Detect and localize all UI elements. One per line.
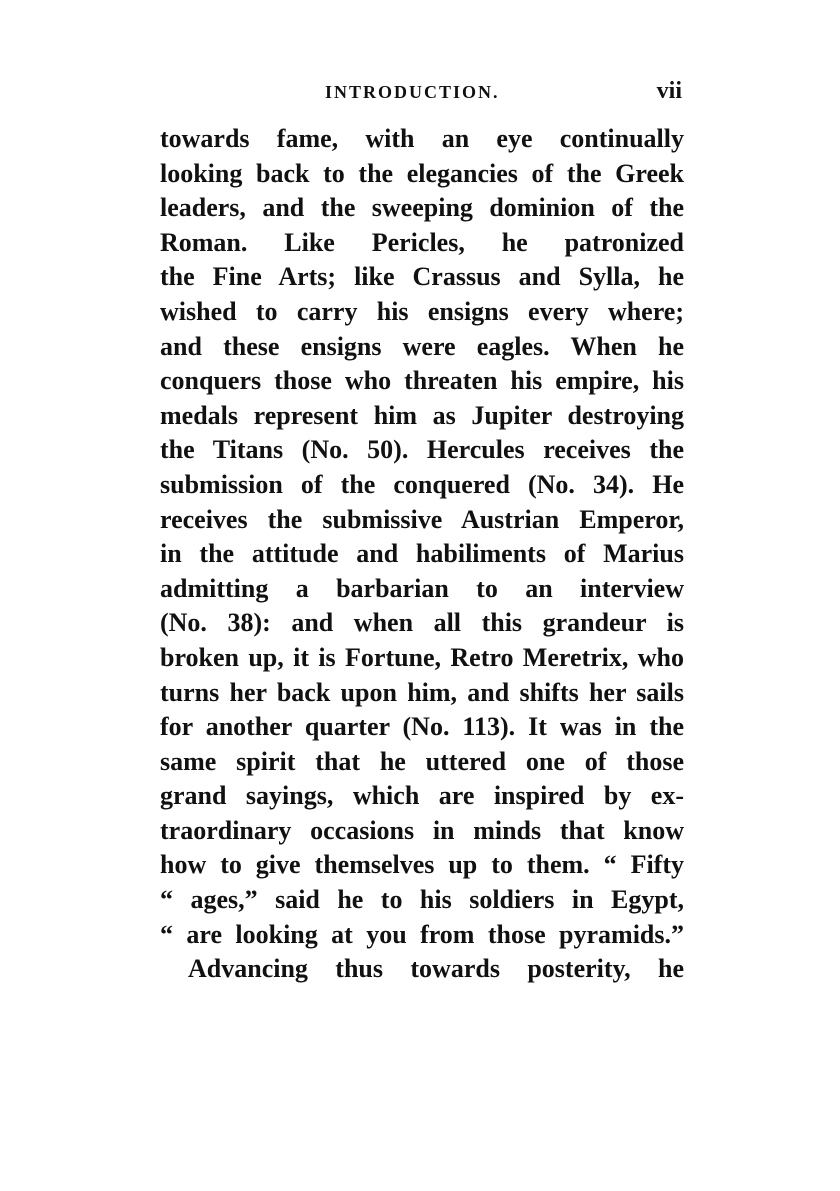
text-line: “ are looking at you from those pyramids.” (160, 919, 684, 949)
text-line: medals represent him as Jupiter destroying (160, 400, 684, 430)
running-title: INTRODUCTION. (325, 82, 500, 102)
text-line: and these ensigns were eagles. When he (160, 331, 684, 361)
text-line: the Titans (No. 50). Hercules receives the (160, 435, 684, 465)
text-line: “ ages,” said he to his soldiers in Egypt, (160, 885, 684, 915)
text-line: receives the submissive Austrian Emperor, (160, 504, 684, 534)
body-text (160, 122, 684, 987)
page-header (160, 78, 684, 110)
text-line: how to give themselves up to them. “ Fifty (160, 850, 684, 880)
page-number: vii (656, 78, 682, 104)
text-line: same spirit that he uttered one of those (160, 746, 684, 776)
text-line: turns her back upon him, and shifts her sails (160, 677, 684, 707)
text-line: wished to carry his ensigns every where; (160, 296, 684, 326)
text-line: the Fine Arts; like Crassus and Sylla, he (160, 262, 684, 292)
text-line: in the attitude and habiliments of Marius (160, 539, 684, 569)
text-line: grand sayings, which are inspired by ex- (160, 781, 684, 811)
text-line: broken up, it is Fortune, Retro Meretrix, who (160, 642, 684, 672)
text-line: (No. 38): and when all this grandeur is (160, 608, 684, 638)
text-line: looking back to the elegancies of the Greek (160, 158, 684, 188)
text-line: Roman. Like Pericles, he patronized (160, 227, 684, 257)
text-line: leaders, and the sweeping dominion of the (160, 193, 684, 223)
text-line: submission of the conquered (No. 34). He (160, 469, 684, 499)
text-line: conquers those who threaten his empire, his (160, 366, 684, 396)
text-line: traordinary occasions in minds that know (160, 815, 684, 845)
text-line: towards fame, with an eye continually (160, 124, 684, 153)
text-line: admitting a barbarian to an interview (160, 573, 684, 603)
text-line: for another quarter (No. 113). It was in the (160, 712, 684, 742)
paragraph-start-line: Advancing thus towards posterity, he (188, 954, 684, 984)
